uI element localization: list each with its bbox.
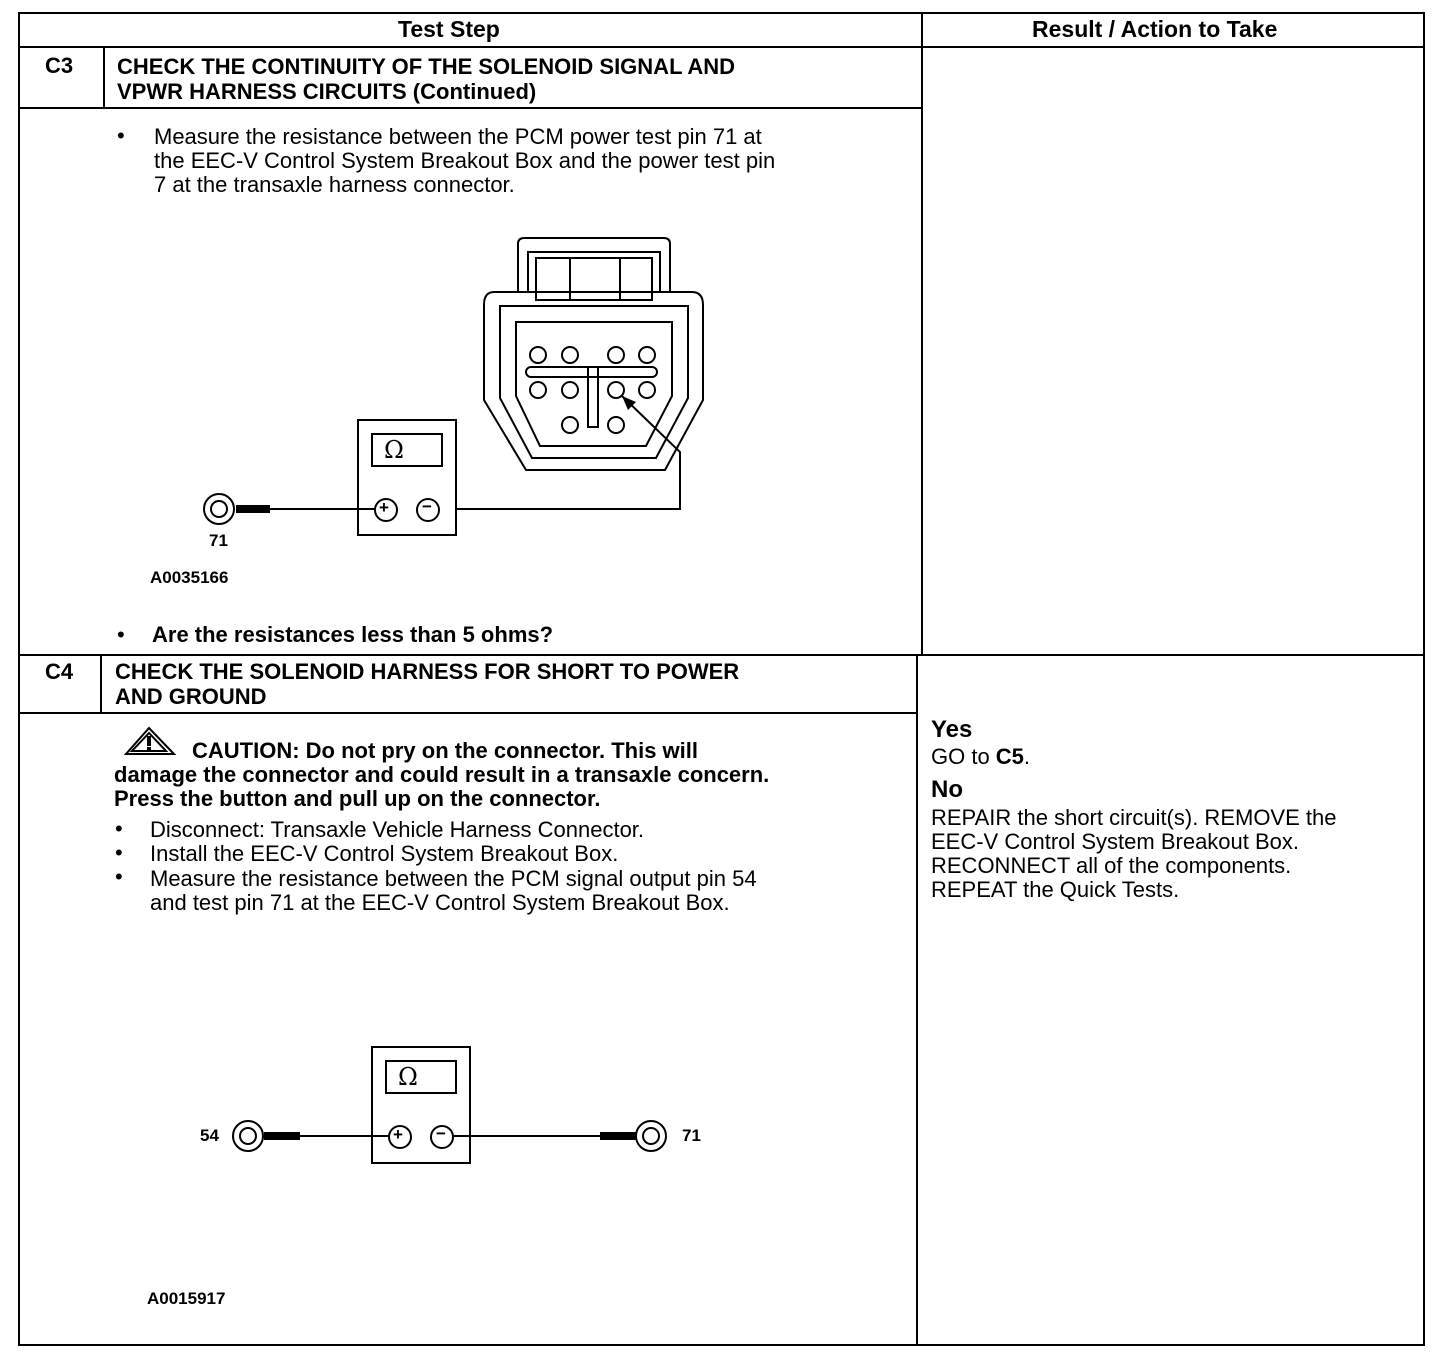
result-no-action xyxy=(931,806,1336,902)
result-yes-prefix: GO to xyxy=(931,744,996,769)
meter-minus-terminal: − xyxy=(436,1124,446,1143)
c3-question: Are the resistances less than 5 ohms? xyxy=(152,622,554,647)
test-pin-54 xyxy=(233,1121,263,1151)
column-header-test-step: Test Step xyxy=(398,16,500,42)
caution-line1: CAUTION: Do not pry on the connector. This will xyxy=(192,738,698,763)
caution-line2: damage the connector and could result in a transaxle concern. xyxy=(114,762,770,787)
c4-bullet-measure-line1: Measure the resistance between the PCM signal output pin 54 xyxy=(150,866,757,891)
result-yes-target: C5 xyxy=(995,744,1024,769)
ohm-symbol: Ω xyxy=(384,436,404,464)
pin-label-71: 71 xyxy=(209,531,228,550)
bullet-marker: • xyxy=(115,864,123,889)
test-pin-71 xyxy=(636,1121,666,1151)
result-yes-action xyxy=(931,745,1030,769)
meter-minus-terminal: − xyxy=(422,497,432,516)
result-yes-suffix: . xyxy=(1023,744,1031,769)
result-no-line3: RECONNECT all of the components. xyxy=(931,853,1292,878)
figure-id-c3: A0035166 xyxy=(150,568,229,587)
c4-bullet-install: Install the EEC-V Control System Breakout Box. xyxy=(150,841,619,866)
c4-bullet-measure-line2: and test pin 71 at the EEC-V Control System Breakout Box. xyxy=(150,890,730,915)
bullet-marker: • xyxy=(115,840,123,865)
bullet-marker: • xyxy=(117,622,125,647)
result-no-line2: EEC-V Control System Breakout Box. xyxy=(931,829,1300,854)
result-no-line1: REPAIR the short circuit(s). REMOVE the xyxy=(931,805,1337,830)
step-code-c4: C4 xyxy=(45,659,74,684)
step-title-c4-line2: AND GROUND xyxy=(115,684,267,709)
c3-instruction-line3: 7 at the transaxle harness connector. xyxy=(154,172,515,197)
bullet-marker: • xyxy=(117,123,125,148)
caution-line3: Press the button and pull up on the connector. xyxy=(114,786,601,811)
pin-label-71: 71 xyxy=(682,1126,701,1145)
c4-bullet-disconnect: Disconnect: Transaxle Vehicle Harness Connector. xyxy=(150,817,645,842)
column-header-result-action: Result / Action to Take xyxy=(1032,16,1278,42)
step-code-c3: C3 xyxy=(45,53,74,78)
step-title-c3-line2: VPWR HARNESS CIRCUITS (Continued) xyxy=(117,79,537,104)
c3-instruction-line2: the EEC-V Control System Breakout Box and the power test pin xyxy=(154,148,776,173)
ohm-symbol: Ω xyxy=(398,1063,418,1091)
bullet-marker: • xyxy=(115,816,123,841)
pin-label-54: 54 xyxy=(200,1126,219,1145)
result-no-line4: REPEAT the Quick Tests. xyxy=(931,877,1180,902)
figure-id-c4: A0015917 xyxy=(147,1289,226,1308)
result-no-label: No xyxy=(931,776,963,803)
meter-plus-terminal: + xyxy=(393,1125,403,1144)
meter-plus-terminal: + xyxy=(379,498,389,517)
c3-instruction-line1: Measure the resistance between the PCM power test pin 71 at xyxy=(154,124,762,149)
step-title-c3-line1: CHECK THE CONTINUITY OF THE SOLENOID SIGNAL AND xyxy=(117,54,736,79)
step-title-c4-line1: CHECK THE SOLENOID HARNESS FOR SHORT TO POWER xyxy=(115,659,740,684)
result-yes-label: Yes xyxy=(931,716,973,743)
